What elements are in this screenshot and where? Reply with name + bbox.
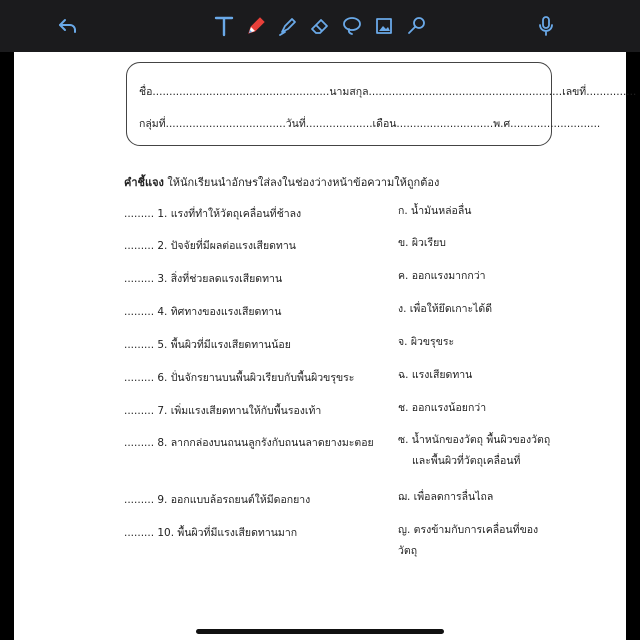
question-6: ......... 6. ปั่นจักรยานบนพื้นผิวเรียบกับพื้นผิวขรุขระ bbox=[124, 372, 355, 384]
undo-icon[interactable] bbox=[56, 14, 80, 38]
microphone-icon[interactable] bbox=[534, 14, 558, 38]
instructions-heading: คำชี้แจง bbox=[124, 176, 164, 189]
lasso-tool-icon[interactable] bbox=[340, 14, 364, 38]
answer-yo-line2: วัตถุ bbox=[398, 545, 418, 557]
answer-so-line2: และพื้นผิวที่วัตถุเคลื่อนที่ bbox=[412, 455, 521, 467]
shapes-tool-icon[interactable] bbox=[404, 14, 428, 38]
home-indicator[interactable] bbox=[196, 629, 444, 634]
answer-yo bbox=[398, 520, 538, 562]
name-line: ชื่อ.....................................................นามสกุล..........................................................เลขที่............... bbox=[139, 86, 637, 98]
question-9: ......... 9. ออกแบบล้อรถยนต์ให้มีดอกยาง bbox=[124, 494, 311, 506]
annotation-toolbar bbox=[0, 0, 640, 52]
answer-so bbox=[398, 430, 550, 472]
question-5: ......... 5. พื้นผิวที่มีแรงเสียดทานน้อย bbox=[124, 339, 291, 351]
instructions-text: ให้นักเรียนนำอักษรใส่ลงในช่องว่างหน้าข้อความให้ถูกต้อง bbox=[163, 176, 440, 189]
student-info-box bbox=[126, 62, 637, 146]
answer-ngo: ง. เพื่อให้ยึดเกาะได้ดี bbox=[398, 303, 493, 315]
image-tool-icon[interactable] bbox=[372, 14, 396, 38]
question-8: ......... 8. ลากกล่องบนถนนลูกรังกับถนนลาดยางมะตอย bbox=[124, 437, 374, 449]
text-tool-icon[interactable] bbox=[212, 14, 236, 38]
highlighter-tool-icon[interactable] bbox=[276, 14, 300, 38]
group-date-line: กลุ่มที่....................................วันที่....................เดือน.............................พ.ศ........................... bbox=[139, 118, 601, 130]
answer-cho-choe: ฌ. เพื่อลดการลื่นไถล bbox=[398, 491, 494, 503]
question-7: ......... 7. เพิ่มแรงเสียดทานให้กับพื้นรองเท้า bbox=[124, 405, 322, 417]
eraser-tool-icon[interactable] bbox=[308, 14, 332, 38]
question-2: ......... 2. ปัจจัยที่มีผลต่อแรงเสียดทาน bbox=[124, 240, 296, 252]
answer-ko: ก. น้ำมันหล่อลื่น bbox=[398, 205, 472, 217]
pen-tool-icon[interactable] bbox=[244, 14, 268, 38]
answer-kho: ข. ผิวเรียบ bbox=[398, 237, 446, 249]
answer-cho-chang: ช. ออกแรงน้อยกว่า bbox=[398, 402, 487, 414]
question-1: ......... 1. แรงที่ทำให้วัตถุเคลื่อนที่ช้าลง bbox=[124, 208, 302, 220]
question-4: ......... 4. ทิศทางของแรงเสียดทาน bbox=[124, 306, 282, 318]
answer-yo-line1: ญ. ตรงข้ามกับการเคลื่อนที่ของ bbox=[398, 524, 539, 536]
worksheet-page[interactable] bbox=[14, 52, 637, 640]
question-3: ......... 3. สิ่งที่ช่วยลดแรงเสียดทาน bbox=[124, 273, 283, 285]
answer-kho-khwai: ค. ออกแรงมากกว่า bbox=[398, 270, 486, 282]
answer-cho-ching: ฉ. แรงเสียดทาน bbox=[398, 369, 473, 381]
answer-cho: จ. ผิวขรุขระ bbox=[398, 336, 455, 348]
instructions bbox=[124, 173, 439, 191]
question-10: ......... 10. พื้นผิวที่มีแรงเสียดทานมาก bbox=[124, 527, 298, 539]
answer-so-line1: ซ. น้ำหนักของวัตถุ พื้นผิวของวัตถุ bbox=[398, 434, 551, 446]
